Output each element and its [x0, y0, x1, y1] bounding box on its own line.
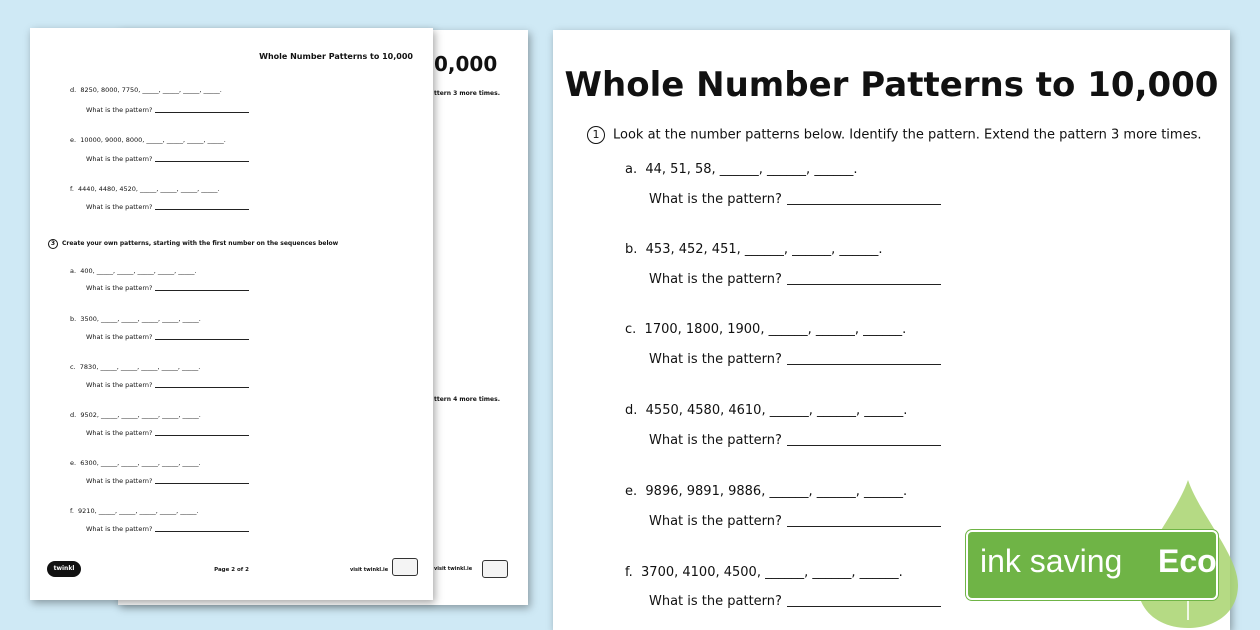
pattern-question: What is the pattern?: [649, 514, 941, 529]
sequence-letter: f.: [70, 185, 74, 193]
sequence-f-top: [70, 185, 220, 193]
pattern-question: What is the pattern?: [649, 594, 941, 609]
sequence-letter: f.: [625, 565, 633, 580]
answer-line[interactable]: [787, 445, 941, 446]
sequence-letter: b.: [70, 315, 77, 323]
sequence-text: 3500, _____, _____, _____, _____, _____.: [80, 315, 201, 323]
sequence-d-top: [70, 86, 222, 94]
sequence-a-bottom: [70, 267, 197, 275]
sequence-text: 9502, _____, _____, _____, _____, _____.: [80, 411, 201, 419]
sequence-text: 453, 452, 451, ______, ______, ______.: [645, 242, 883, 257]
sequence-c: [625, 322, 906, 337]
sequence-text: 3700, 4100, 4500, ______, ______, ______.: [641, 565, 903, 580]
sequence-d: [625, 403, 907, 418]
pattern-question: What is the pattern?: [649, 433, 941, 448]
sequence-letter: c.: [70, 363, 76, 371]
sequence-letter: e.: [625, 484, 638, 499]
sequence-letter: e.: [70, 459, 77, 467]
pattern-question: What is the pattern?: [649, 192, 941, 207]
sequence-text: 400, _____, _____, _____, _____, _____.: [80, 267, 197, 275]
answer-line[interactable]: [155, 531, 249, 532]
back-footer-badge-icon: [482, 560, 508, 578]
pattern-question: What is the pattern?: [649, 272, 941, 287]
sequence-text: 1700, 1800, 1900, ______, ______, ______.: [644, 322, 907, 337]
section-1-instruction: 1 Look at the number patterns below. Identify the pattern. Extend the pattern 3 more times.: [587, 126, 1202, 144]
answer-line[interactable]: [155, 483, 249, 484]
answer-line[interactable]: [155, 112, 249, 113]
section-number-circle: 1: [587, 126, 605, 144]
sequence-text: 9896, 9891, 9886, ______, ______, ______.: [645, 484, 908, 499]
sequence-e-bottom: [70, 459, 201, 467]
pattern-question: What is the pattern?: [86, 284, 249, 292]
sequence-text: 7830, _____, _____, _____, _____, _____.: [79, 363, 201, 371]
sequence-text: 8250, 8000, 7750, _____, _____, _____, _____.: [80, 86, 222, 94]
sequence-letter: d.: [625, 403, 638, 418]
pattern-question: What is the pattern?: [86, 106, 249, 114]
sequence-b-bottom: [70, 315, 201, 323]
sequence-letter: c.: [625, 322, 637, 337]
sequence-e-top: [70, 136, 226, 144]
answer-line[interactable]: [787, 364, 941, 365]
sequence-f: [625, 565, 903, 580]
eco-badge: [966, 530, 1218, 600]
section-3-instruction: 3 Create your own patterns, starting with the first number on the sequences below: [48, 239, 338, 249]
answer-line[interactable]: [155, 290, 249, 291]
sequence-b: [625, 242, 883, 257]
pattern-question: What is the pattern?: [86, 525, 249, 533]
answer-line[interactable]: [787, 526, 941, 527]
sequence-text: 4550, 4580, 4610, ______, ______, ______.: [645, 403, 908, 418]
answer-line[interactable]: [155, 161, 249, 162]
page-number: Page 2 of 2: [214, 567, 249, 573]
sequence-d-bottom: [70, 411, 201, 419]
sequence-text: 9210, _____, _____, _____, _____, _____.: [78, 507, 199, 515]
answer-line[interactable]: [787, 204, 941, 205]
back-footer-text: visit twinkl.ie: [434, 566, 473, 572]
sequence-letter: f.: [70, 507, 74, 515]
answer-line[interactable]: [787, 606, 941, 607]
sequence-a: [625, 162, 857, 177]
sequence-letter: a.: [70, 267, 77, 275]
footer-visit-text: visit twinkl.ie: [350, 567, 389, 573]
pattern-question: What is the pattern?: [86, 381, 249, 389]
sequence-text: 4440, 4480, 4520, _____, _____, _____, _____.: [78, 185, 220, 193]
sequence-e: [625, 484, 907, 499]
footer-badge-icon: [392, 558, 418, 576]
pattern-question: What is the pattern?: [86, 429, 249, 437]
sequence-text: 44, 51, 58, ______, ______, ______.: [645, 162, 858, 177]
back-instruction-fragment-2: ttern 4 more times.: [434, 396, 500, 403]
pattern-question: What is the pattern?: [86, 477, 249, 485]
eco-badge-word: Eco: [1158, 543, 1217, 579]
answer-line[interactable]: [155, 339, 249, 340]
pattern-question: What is the pattern?: [86, 333, 249, 341]
answer-line[interactable]: [155, 209, 249, 210]
pattern-question: What is the pattern?: [86, 203, 249, 211]
sequence-letter: d.: [70, 86, 77, 94]
sequence-letter: d.: [70, 411, 77, 419]
sequence-text: 10000, 9000, 8000, _____, _____, _____, _____.: [80, 136, 226, 144]
pattern-question: What is the pattern?: [86, 155, 249, 163]
answer-line[interactable]: [155, 387, 249, 388]
section-number-circle: 3: [48, 239, 58, 249]
sequence-letter: a.: [625, 162, 638, 177]
page-1-title: Whole Number Patterns to 10,000: [564, 65, 1219, 105]
back-title-fragment: 0,000: [434, 52, 498, 76]
pattern-question: What is the pattern?: [649, 352, 941, 367]
sequence-f-bottom: [70, 507, 199, 515]
twinkl-logo: twinkl: [47, 561, 81, 577]
sequence-c-bottom: [70, 363, 200, 371]
back-instruction-fragment-1: ttern 3 more times.: [434, 90, 500, 97]
sequence-text: 6300, _____, _____, _____, _____, _____.: [80, 459, 201, 467]
worksheet-page-2: [30, 28, 433, 600]
eco-badge-label: ink saving: [980, 543, 1123, 579]
sequence-letter: b.: [625, 242, 638, 257]
sequence-letter: e.: [70, 136, 77, 144]
answer-line[interactable]: [155, 435, 249, 436]
page-2-title: Whole Number Patterns to 10,000: [259, 52, 413, 61]
answer-line[interactable]: [787, 284, 941, 285]
